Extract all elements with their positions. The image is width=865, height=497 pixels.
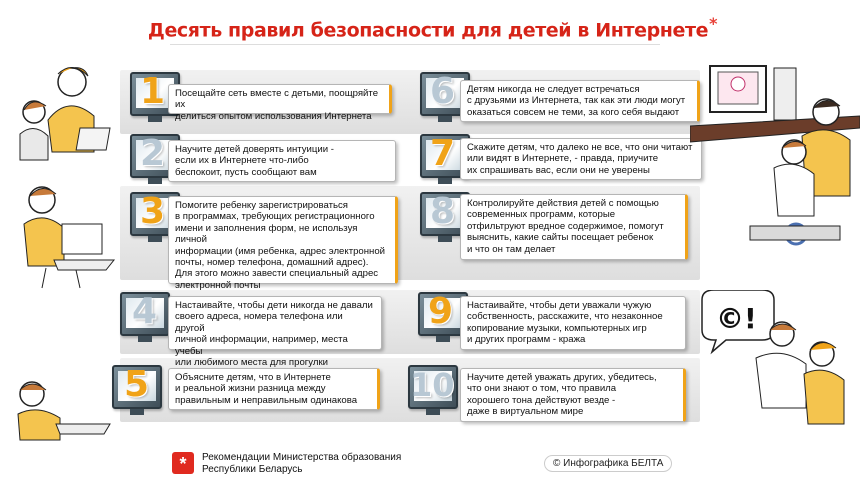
rule-text-7: Скажите детям, что далеко не все, что они читают или видят в Интернете, - правда, приучите их спрашивать вас, если они не уверены [460, 138, 702, 180]
title-text: Десять правил безопасности для детей в Интернете [147, 19, 709, 42]
footer-source: Рекомендации Министерства образования Республики Беларусь [202, 452, 402, 475]
rule-text-5: Объясните детям, что в Интернете и реальной жизни разница между правильным и неправильным одинакова [168, 368, 380, 410]
rule-text-2: Научите детей доверять интуиции - если их в Интернете что-либо беспокоит, пусть сообщают вам [168, 140, 396, 182]
parent-child-laptop-illustration [8, 60, 128, 170]
infographic-credit: © Инфографика БЕЛТА [544, 455, 672, 472]
title-divider [170, 44, 660, 45]
rule-text-8: Контролируйте действия детей с помощью современных программ, которые отфильтруют вредное содержимое, помогут выяснить, какие сайты посещает ребенок и что он там делает [460, 194, 688, 260]
child-keyboard-illustration [6, 380, 116, 444]
rule-number-6: 6 [430, 71, 456, 112]
rule-text-10: Научите детей уважать других, убедитесь, что они знают о том, что правила хорошего тона действуют везде - даже в виртуальном мире [460, 368, 686, 422]
footer-badge-icon: * [172, 452, 194, 474]
page-title [0, 14, 865, 41]
rule-text-4: Настаивайте, чтобы дети никогда не давали своего адреса, номера телефона или другой личной информации, например, места учебы или любимого места для прогулки [168, 296, 382, 350]
rule-number-10: 10 [410, 366, 455, 404]
rule-number-9: 9 [428, 291, 454, 332]
rule-number-8: 8 [430, 191, 456, 232]
copyright-speech-bubble-text: ©! [716, 302, 757, 335]
rule-number-2: 2 [140, 133, 166, 174]
rule-number-1: 1 [140, 71, 166, 112]
rule-number-7: 7 [430, 133, 456, 174]
rule-number-5: 5 [124, 364, 150, 405]
rule-text-1: Посещайте сеть вместе с детьми, поощряйте их делиться опытом использования Интернета [168, 84, 392, 114]
rule-number-3: 3 [140, 191, 166, 232]
title-asterisk: * [709, 14, 718, 33]
rule-text-9: Настаивайте, чтобы дети уважали чужую собственность, расскажите, что незаконное копирование музыки, компьютерных игр и других программ - кража [460, 296, 686, 350]
family-at-computer-illustration [690, 56, 860, 256]
rule-text-6: Детям никогда не следует встречаться с друзьями из Интернета, так как эти люди могут оказаться совсем не теми, за кого себя выдают [460, 80, 700, 122]
child-computer-illustration [6, 180, 122, 290]
rule-text-3: Помогите ребенку зарегистрироваться в программах, требующих регистрационного имени и заполнения форм, не используя личной информации (имя ребенка, адрес электронной почты, номер телефона, домашний адрес). Для этого можно завести специальный адрес электронной почты [168, 196, 398, 284]
rule-number-4: 4 [132, 291, 158, 332]
